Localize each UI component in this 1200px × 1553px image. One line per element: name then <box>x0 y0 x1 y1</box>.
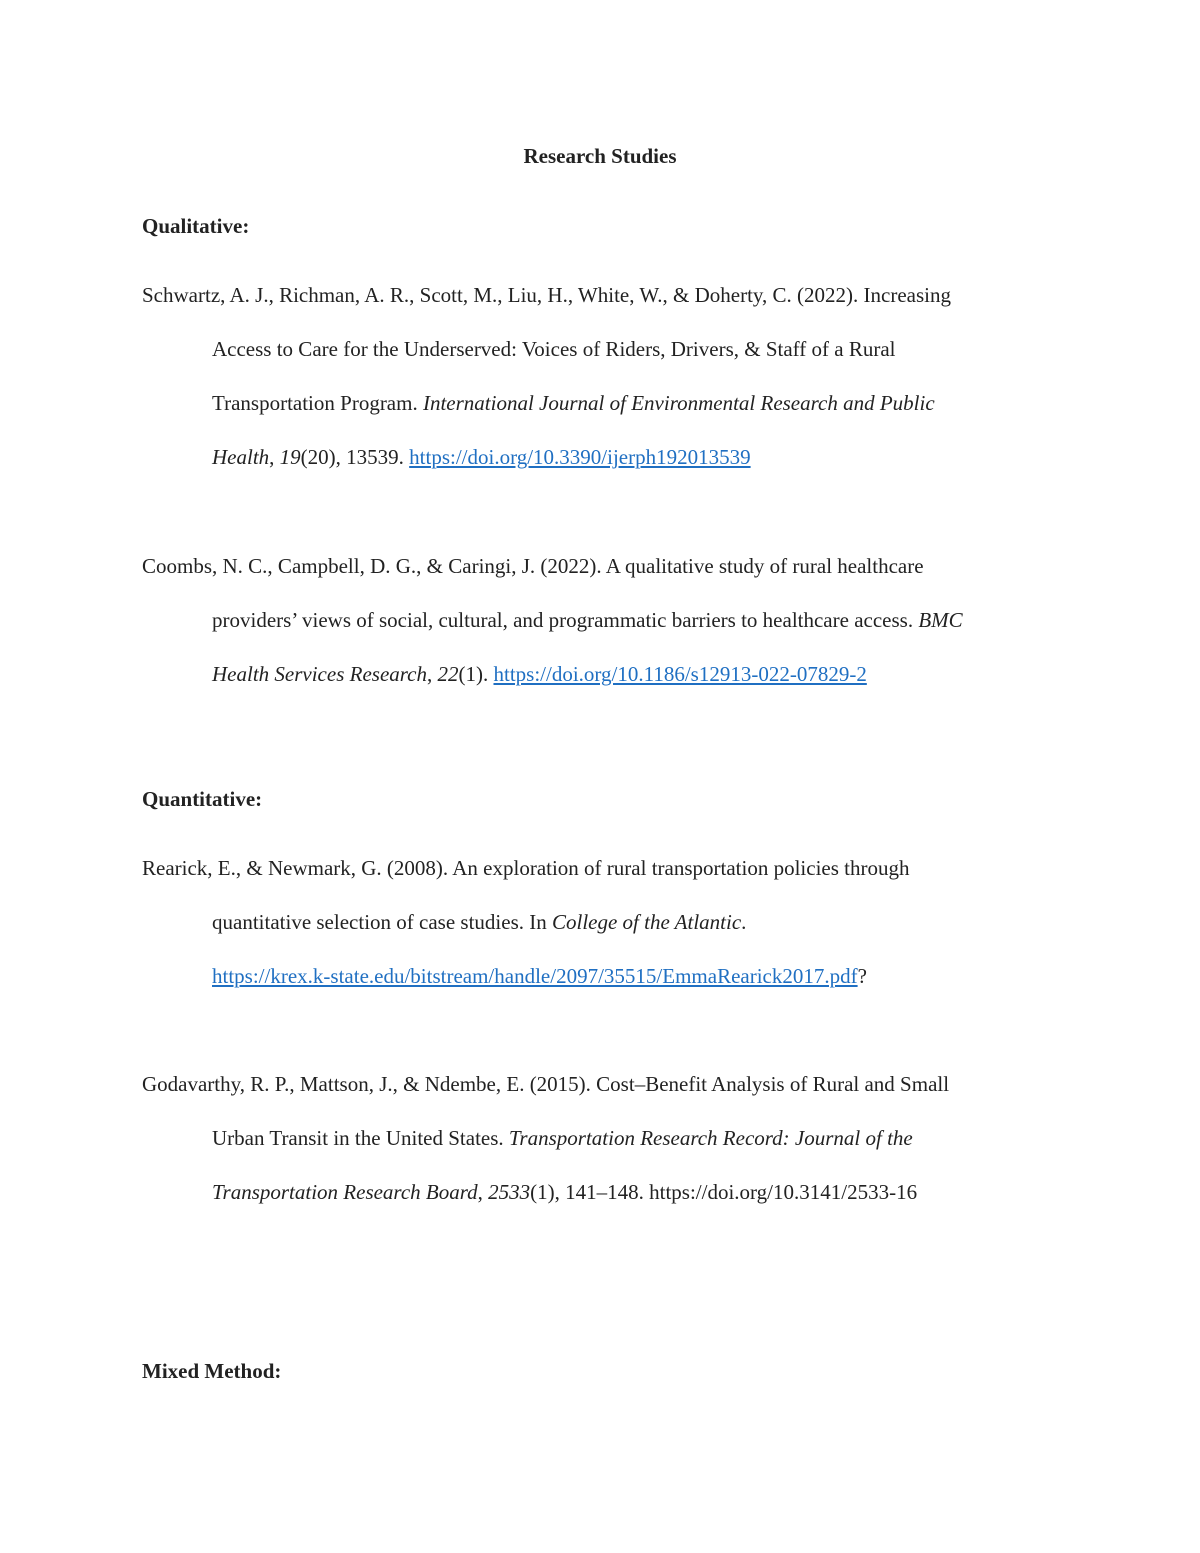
ref-punct: , <box>426 662 438 686</box>
ref-volume: 19 <box>279 445 301 469</box>
ref-line <box>142 593 1072 647</box>
page-title: Research Studies <box>523 144 677 168</box>
ref-authors: Godavarthy, R. P., Mattson, J., & Ndembe, E. (2015). Cost–Benefit Analysis of Rural and Small <box>142 1072 950 1096</box>
ref-issue: (1), 141–148. https://doi.org/10.3141/2533-16 <box>530 1180 918 1204</box>
ref-authors: Rearick, E., & Newmark, G. (2008). An exploration of rural transportation policies through <box>142 856 910 880</box>
ref-punct: , <box>477 1180 489 1204</box>
ref-title: Urban Transit in the United States. <box>212 1126 509 1150</box>
ref-volume: 2533 <box>488 1180 531 1204</box>
ref-journal: Health <box>212 445 270 469</box>
reference-coombs <box>142 539 1072 701</box>
ref-authors: Coombs, N. C., Campbell, D. G., & Caringi, J. (2022). A qualitative study of rural healthcare <box>142 554 924 578</box>
url-link[interactable]: https://krex.k-state.edu/bitstream/handle/2097/35515/EmmaRearick2017.pdf <box>212 964 858 988</box>
ref-punct: ? <box>857 964 867 988</box>
reference-rearick <box>142 841 1072 1003</box>
ref-journal: BMC <box>918 608 963 632</box>
ref-journal: Transportation Research Board <box>212 1180 478 1204</box>
ref-line <box>142 430 1072 484</box>
ref-volume: 22 <box>437 662 459 686</box>
section-heading-mixed-method: Mixed Method: <box>142 1359 282 1383</box>
ref-line <box>142 895 1072 949</box>
ref-punct: , <box>269 445 280 469</box>
ref-line <box>142 841 1072 895</box>
ref-journal: Transportation Research Record: Journal of the <box>508 1126 913 1150</box>
ref-journal: International Journal of Environmental Research and Public <box>422 391 935 415</box>
ref-punct: . <box>741 910 747 934</box>
ref-line <box>142 1111 1072 1165</box>
ref-journal: Health Services Research <box>212 662 427 686</box>
ref-title: Transportation Program. <box>212 391 423 415</box>
ref-issue: (1). <box>458 662 494 686</box>
ref-title: Access to Care for the Underserved: Voices of Riders, Drivers, & Staff of a Rural <box>212 337 896 361</box>
ref-line <box>142 322 1072 376</box>
ref-line <box>142 268 1072 322</box>
reference-schwartz <box>142 268 1072 484</box>
ref-line <box>142 376 1072 430</box>
ref-line <box>142 647 1072 701</box>
doi-link[interactable]: https://doi.org/10.1186/s12913-022-07829-2 <box>493 662 867 686</box>
section-heading-qualitative: Qualitative: <box>142 214 250 238</box>
reference-godavarthy <box>142 1057 1072 1219</box>
ref-issue: (20), 13539. <box>300 445 410 469</box>
ref-title: providers’ views of social, cultural, and programmatic barriers to healthcare access. <box>212 608 919 632</box>
ref-line <box>142 539 1072 593</box>
ref-venue: College of the Atlantic <box>551 910 742 934</box>
section-heading-quantitative: Quantitative: <box>142 787 263 811</box>
ref-line <box>142 1165 1072 1219</box>
doi-link[interactable]: https://doi.org/10.3390/ijerph192013539 <box>409 445 751 469</box>
ref-line <box>142 1057 1072 1111</box>
ref-authors: Schwartz, A. J., Richman, A. R., Scott, M., Liu, H., White, W., & Doherty, C. (2022). Increasing <box>142 283 951 307</box>
ref-line <box>142 949 1072 1003</box>
ref-title: quantitative selection of case studies. In <box>212 910 552 934</box>
